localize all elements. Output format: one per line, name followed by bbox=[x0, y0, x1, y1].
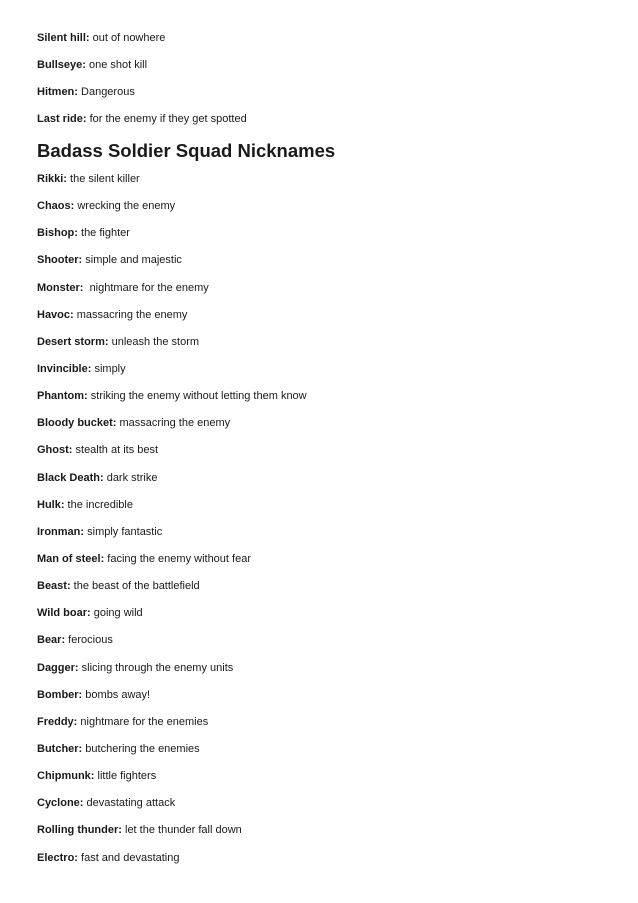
nickname-label: Bear: bbox=[37, 634, 66, 647]
nickname-description: slicing through the enemy units bbox=[78, 661, 234, 674]
list-item bbox=[37, 362, 126, 376]
list-item bbox=[37, 579, 200, 593]
nickname-label: Electro: bbox=[37, 851, 78, 864]
nickname-description: massacring the enemy bbox=[116, 417, 231, 430]
nickname-label: Rolling thunder: bbox=[37, 824, 122, 837]
nickname-label: Silent hill: bbox=[37, 32, 90, 44]
nickname-label: Hitmen: bbox=[37, 86, 78, 98]
list-item bbox=[37, 552, 251, 566]
nickname-label: Monster: bbox=[37, 281, 84, 294]
list-item bbox=[37, 253, 182, 267]
nickname-label: Phantom: bbox=[37, 390, 88, 403]
nickname-label: Shooter: bbox=[37, 254, 83, 267]
nickname-label: Black Death: bbox=[37, 471, 104, 484]
list-item bbox=[37, 389, 307, 403]
nickname-description: one shot kill bbox=[85, 59, 148, 71]
nickname-label: Ghost: bbox=[37, 444, 73, 457]
nickname-description: out of nowhere bbox=[89, 32, 166, 44]
nickname-label: Ironman: bbox=[37, 525, 85, 538]
list-item bbox=[37, 661, 233, 675]
nickname-description: nightmare for the enemies bbox=[77, 715, 209, 728]
list-item bbox=[37, 172, 140, 186]
list-item bbox=[37, 471, 157, 485]
list-item bbox=[37, 199, 175, 213]
nickname-description: let the thunder fall down bbox=[121, 824, 242, 837]
list-item bbox=[37, 58, 147, 72]
nickname-label: Bomber: bbox=[37, 688, 83, 701]
nickname-description: massacring the enemy bbox=[73, 308, 188, 321]
list-item bbox=[37, 443, 158, 457]
nickname-label: Hulk: bbox=[37, 498, 65, 511]
nickname-description: the silent killer bbox=[66, 173, 140, 185]
nickname-label: Chipmunk: bbox=[37, 770, 95, 783]
list-item bbox=[37, 335, 199, 349]
list-item bbox=[37, 769, 156, 783]
nickname-label: Desert storm: bbox=[37, 335, 109, 348]
nickname-label: Freddy: bbox=[37, 715, 78, 728]
nickname-description: going wild bbox=[90, 607, 143, 620]
nickname-label: Chaos: bbox=[37, 200, 75, 213]
nickname-description: stealth at its best bbox=[72, 444, 159, 457]
nickname-description: little fighters bbox=[94, 770, 157, 783]
list-item bbox=[37, 308, 187, 322]
nickname-description: for the enemy if they get spotted bbox=[86, 113, 247, 125]
nickname-description: simply bbox=[91, 362, 126, 375]
nickname-description: bombs away! bbox=[82, 688, 151, 701]
list-item bbox=[37, 112, 247, 126]
list-item bbox=[37, 606, 143, 620]
nickname-description: facing the enemy without fear bbox=[104, 552, 251, 565]
nickname-description: the fighter bbox=[77, 227, 130, 240]
list-item bbox=[37, 823, 242, 837]
list-item bbox=[37, 525, 162, 539]
nickname-description: fast and devastating bbox=[77, 851, 180, 864]
nickname-description: simple and majestic bbox=[82, 254, 182, 267]
nickname-label: Bullseye: bbox=[37, 59, 86, 71]
list-item bbox=[37, 498, 133, 512]
list-item bbox=[37, 851, 179, 865]
list-item bbox=[37, 688, 150, 702]
nickname-label: Bloody bucket: bbox=[37, 417, 117, 430]
nickname-label: Last ride: bbox=[37, 113, 87, 125]
list-item bbox=[37, 226, 130, 240]
list-item bbox=[37, 281, 209, 295]
nickname-description: wrecking the enemy bbox=[74, 200, 176, 213]
nickname-label: Bishop: bbox=[37, 227, 78, 240]
nickname-label: Rikki: bbox=[37, 173, 67, 185]
nickname-label: Wild boar: bbox=[37, 607, 91, 620]
nickname-description: nightmare for the enemy bbox=[83, 281, 209, 294]
list-item bbox=[37, 633, 113, 647]
nickname-description: devastating attack bbox=[83, 797, 176, 810]
list-item bbox=[37, 31, 165, 45]
nickname-description: striking the enemy without letting them know bbox=[87, 390, 307, 403]
nickname-description: simply fantastic bbox=[84, 525, 163, 538]
nickname-label: Invincible: bbox=[37, 362, 92, 375]
nickname-label: Man of steel: bbox=[37, 552, 105, 565]
list-item bbox=[37, 796, 175, 810]
nickname-description: Dangerous bbox=[77, 86, 135, 98]
nickname-description: ferocious bbox=[65, 634, 113, 647]
nickname-label: Butcher: bbox=[37, 742, 83, 755]
nickname-label: Dagger: bbox=[37, 661, 79, 674]
nickname-description: butchering the enemies bbox=[82, 742, 200, 755]
list-item bbox=[37, 416, 230, 430]
list-item bbox=[37, 715, 208, 729]
nickname-description: the beast of the battlefield bbox=[70, 580, 200, 593]
nickname-description: dark strike bbox=[103, 471, 158, 484]
nickname-label: Cyclone: bbox=[37, 797, 84, 810]
nickname-description: unleash the storm bbox=[108, 335, 200, 348]
section-heading: Badass Soldier Squad Nicknames bbox=[37, 140, 336, 161]
nickname-label: Havoc: bbox=[37, 308, 74, 321]
nickname-description: the incredible bbox=[64, 498, 133, 511]
list-item bbox=[37, 742, 200, 756]
nickname-label: Beast: bbox=[37, 580, 71, 593]
list-item bbox=[37, 85, 135, 99]
